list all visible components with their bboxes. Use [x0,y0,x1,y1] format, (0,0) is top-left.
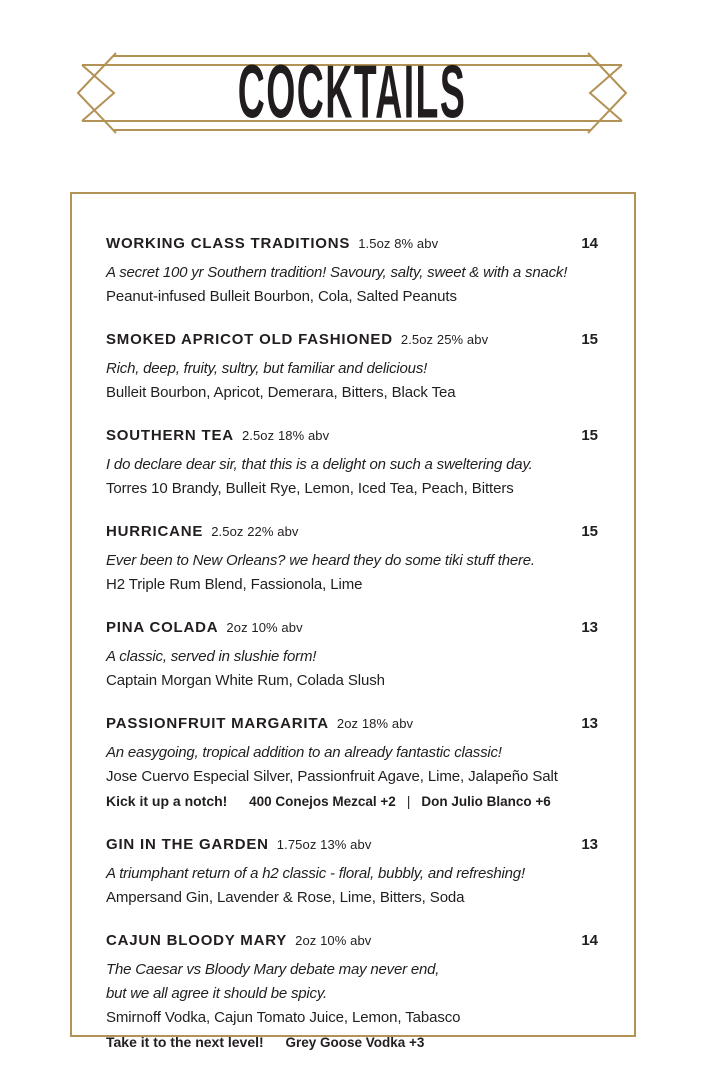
item-price: 13 [581,619,598,636]
item-price: 15 [581,331,598,348]
item-ingredients: Jose Cuervo Especial Silver, Passionfruit Agave, Lime, Jalapeño Salt [106,768,558,785]
item-size: 2oz 18% abv [336,716,414,731]
item-name: GIN IN THE GARDEN [106,836,269,853]
item-upgrade [106,789,598,814]
item-description: A secret 100 yr Southern tradition! Savoury, salty, sweet & with a snack! [106,264,568,281]
item-description: An easygoing, tropical addition to an already fantastic classic! [106,744,502,761]
item-head [106,714,598,734]
item-upgrade [106,1030,598,1055]
item-description: Rich, deep, fruity, sultry, but familiar and delicious! [106,360,428,377]
item-price: 14 [581,235,598,252]
item-description: I do declare dear sir, that this is a delight on such a sweltering day. [106,456,533,473]
item-head [106,426,598,446]
menu-box [70,192,636,1050]
item-head [106,618,598,638]
menu-item [106,234,598,309]
item-size: 2.5oz 22% abv [211,524,299,539]
page-title: COCKTAILS [237,50,467,136]
item-ingredients: Peanut-infused Bulleit Bourbon, Cola, Salted Peanuts [106,288,457,305]
item-size: 1.75oz 13% abv [276,837,372,852]
menu-item [106,330,598,405]
cocktails-banner [68,51,636,135]
item-description: A triumphant return of a h2 classic - floral, bubbly, and refreshing! [106,865,525,882]
item-description: The Caesar vs Bloody Mary debate may never end, but we all agree it should be spicy. [106,961,440,1002]
item-size: 2oz 10% abv [226,620,303,635]
item-head [106,234,598,254]
item-ingredients: Bulleit Bourbon, Apricot, Demerara, Bitters, Black Tea [106,384,456,401]
item-description: A classic, served in slushie form! [106,648,317,665]
item-name: SOUTHERN TEA [106,427,234,444]
item-upgrade-options: Grey Goose Vodka +3 [285,1035,425,1050]
item-head [106,835,598,855]
item-head [106,522,598,542]
item-name: HURRICANE [106,523,204,540]
item-ingredients: Captain Morgan White Rum, Colada Slush [106,672,385,689]
item-price: 15 [581,427,598,444]
menu-item [106,618,598,693]
item-name: SMOKED APRICOT OLD FASHIONED [106,331,393,348]
item-upgrade-label: Kick it up a notch! [106,793,228,809]
item-name: CAJUN BLOODY MARY [106,932,288,949]
item-name: WORKING CLASS TRADITIONS [106,235,351,252]
item-price: 14 [581,932,598,949]
item-size: 2.5oz 25% abv [400,332,489,347]
menu-item [106,522,598,597]
item-upgrade-options: 400 Conejos Mezcal +2 | Don Julio Blanco +6 [249,794,551,809]
item-size: 2.5oz 18% abv [241,428,330,443]
item-ingredients: Torres 10 Brandy, Bulleit Rye, Lemon, Iced Tea, Peach, Bitters [106,480,514,497]
item-description: Ever been to New Orleans? we heard they do some tiki stuff there. [106,552,535,569]
item-head [106,330,598,350]
menu-item [106,714,598,814]
menu-items [106,234,598,1055]
item-price: 13 [581,715,598,732]
item-price: 13 [581,836,598,853]
menu-item [106,426,598,501]
item-price: 15 [581,523,598,540]
menu-item [106,931,598,1055]
item-ingredients: H2 Triple Rum Blend, Fassionola, Lime [106,576,363,593]
item-upgrade-label: Take it to the next level! [106,1034,264,1050]
menu-item [106,835,598,910]
item-ingredients: Ampersand Gin, Lavender & Rose, Lime, Bitters, Soda [106,889,465,906]
item-size: 2oz 10% abv [295,933,372,948]
item-name: PINA COLADA [106,619,219,636]
item-name: PASSIONFRUIT MARGARITA [106,715,329,732]
item-head [106,931,598,951]
item-size: 1.5oz 8% abv [358,236,439,251]
item-ingredients: Smirnoff Vodka, Cajun Tomato Juice, Lemon, Tabasco [106,1009,461,1026]
